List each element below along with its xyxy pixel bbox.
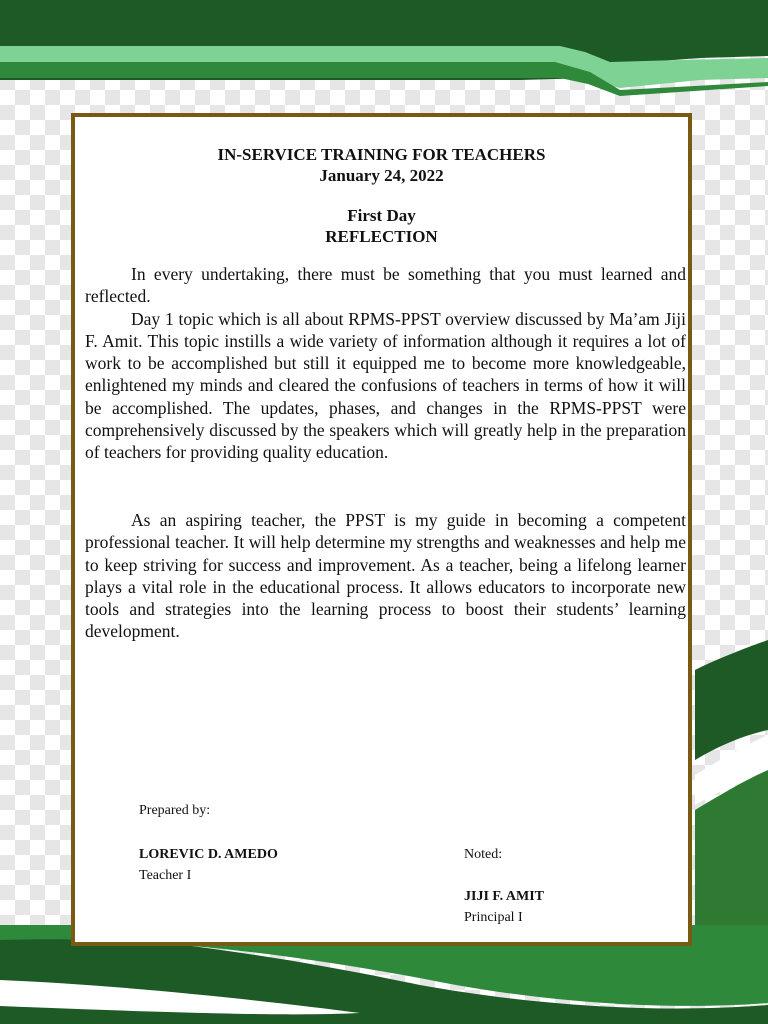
paragraph: As an aspiring teacher, the PPST is my guide in becoming a competent professional teacher. It will help determine my strengths and weaknesses and help me to keep striving for success and improvement. As a teacher, being a lifelong learner plays a vital role in the educational process. It allows educators to incorporate new tools and strategies into the learning process to boost their students’ learning development. [85,510,686,642]
paragraph: In every undertaking, there must be something that you must learned and reflected. [85,264,686,307]
preparer-title: Teacher I [139,868,192,883]
paragraph: Day 1 topic which is all about RPMS-PPST overview discussed by Ma’am Jiji F. Amit. This topic instills a wide variety of information although it requires a lot of work to be accomplished but still it equipped me to become more knowledgeable, enlightened my minds and cleared the confusions of teachers in terms of how it will be accomplished. The updates, phases, and changes in the RPMS-PPST were comprehensively discussed by the speakers which will greatly help in the preparation of teachers for providing quality education. [85,308,686,463]
noted-label: Noted: [464,847,503,862]
noter-title: Principal I [464,910,523,925]
noter-name: JIJI F. AMIT [464,889,545,904]
document-page [71,113,692,946]
prepared-by-label: Prepared by: [139,803,211,818]
reflection-body [85,263,686,464]
reflection-body-2 [85,509,686,643]
document-date: January 24, 2022 [319,166,444,185]
day-label: First Day [347,206,416,225]
preparer-name: LOREVIC D. AMEDO [139,847,278,862]
section-heading: REFLECTION [325,227,438,246]
document-title: IN-SERVICE TRAINING FOR TEACHERS [217,145,546,164]
